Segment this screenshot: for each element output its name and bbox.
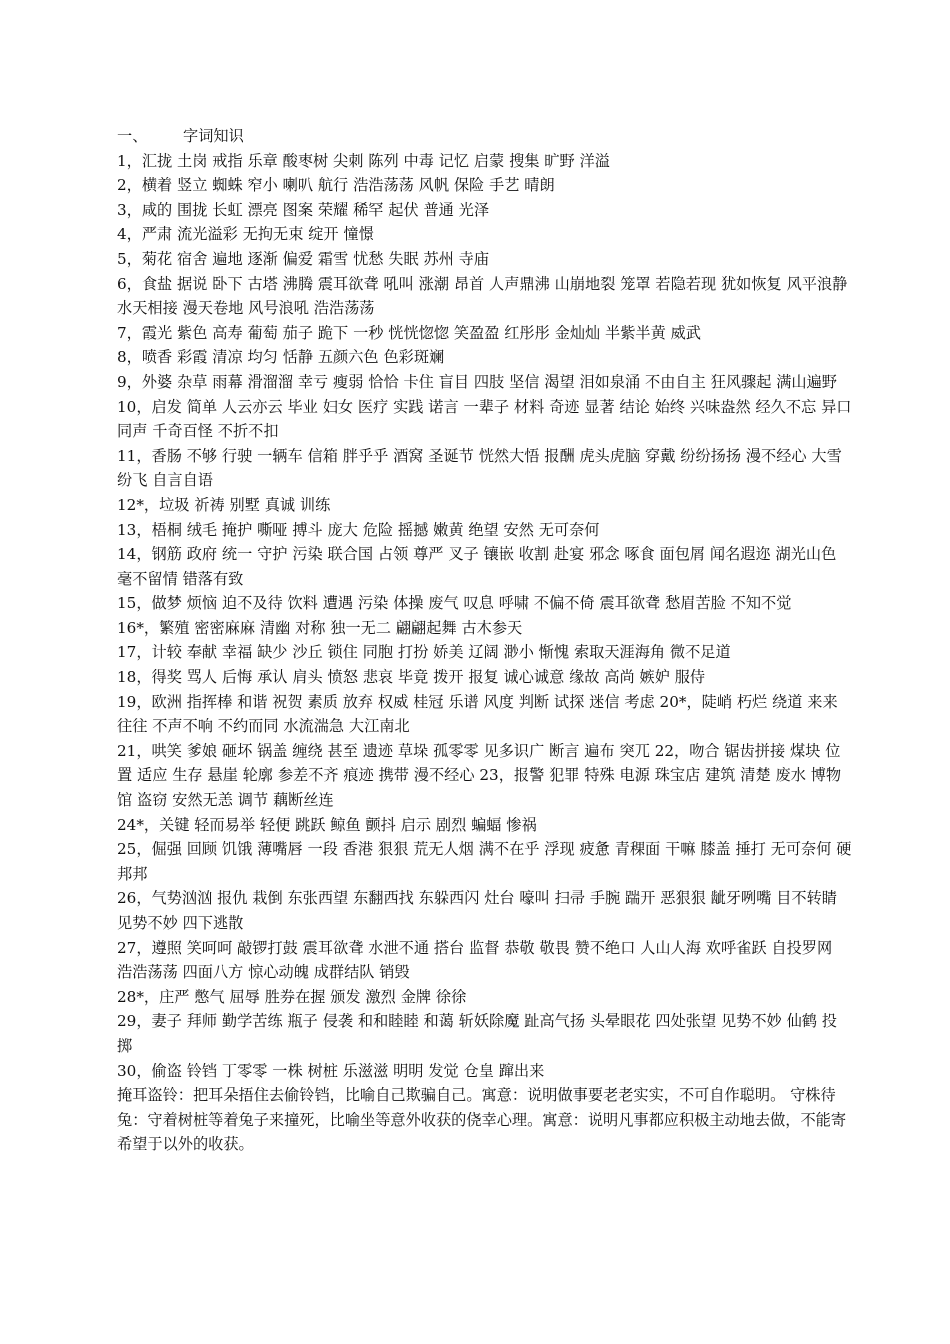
lesson-line-27: 27，遵照 笑呵呵 敲锣打鼓 震耳欲聋 水泄不通 搭台 监督 恭敬 敬畏 赞不绝口 人山人海 欢呼雀跃 自投罗网 浩浩荡荡 四面八方 惊心动魄 成群结队 销毁 (117, 938, 833, 982)
section-heading (117, 124, 852, 149)
lesson-line-11: 11，香肠 不够 行驶 一辆车 信箱 胖乎乎 酒窝 圣诞节 恍然大悟 报酬 虎头虎脑 穿戴 纷纷扬扬 漫不经心 大雪纷飞 自言自语 (117, 446, 842, 490)
lesson-line-21-23: 21，哄笑 爹娘 砸坏 锅盖 缠绕 甚至 遗迹 草垛 孤零零 见多识广 断言 遍布 突兀 22，吻合 锯齿拼接 煤块 位置 适应 生存 悬崖 轮廓 参差不齐 痕迹 携带 漫不经心 23，报警 犯罪 特殊 电源 珠宝店 建筑 清楚 废水 博物馆 盗窃 安然无恙 调节 藕断丝连 (117, 741, 842, 810)
lesson-line-24: 24*，关键 轻而易举 轻便 跳跃 鲸鱼 颤抖 启示 剧烈 蝙蝠 惨祸 (117, 815, 537, 834)
lesson-line-30: 30，偷盗 铃铛 丁零零 一株 树桩 乐滋滋 明明 发觉 仓皇 蹿出来 (117, 1061, 545, 1080)
lesson-line-17: 17，计较 奉献 幸福 缺少 沙丘 锁住 同胞 打扮 娇美 辽阔 渺小 惭愧 索取天涯海角 微不足道 (117, 643, 731, 662)
lesson-line-14: 14，钢筋 政府 统一 守护 污染 联合国 占领 尊严 叉子 镶嵌 收割 赴宴 邪念 啄食 面包屑 闻名遐迩 湖光山色 毫不留情 错落有致 (117, 545, 837, 588)
section-number: 一、 (117, 127, 148, 145)
lesson-line-29: 29，妻子 拜师 勤学苦练 瓶子 侵袭 和和睦睦 和蔼 斩妖除魔 趾高气扬 头晕眼花 四处张望 见势不妙 仙鹤 投掷 (117, 1012, 837, 1055)
lesson-line-6: 6，食盐 据说 卧下 古塔 沸腾 震耳欲聋 吼叫 涨潮 昂首 人声鼎沸 山崩地裂 笼罩 若隐若现 犹如恢复 风平浪静 水天相接 漫天卷地 风号浪吼 浩浩荡荡 (117, 274, 848, 318)
lesson-line-3: 3，咸的 围拢 长虹 漂亮 图案 荣耀 稀罕 起伏 普通 光泽 (117, 200, 490, 219)
lesson-line-10: 10，启发 简单 人云亦云 毕业 妇女 医疗 实践 诺言 一辈子 材料 奇迹 显著 结论 始终 兴味盎然 经久不忘 异口同声 千奇百怪 不折不扣 (117, 397, 852, 441)
lesson-line-7: 7，霞光 紫色 高寿 葡萄 茄子 跪下 一秒 恍恍惚惚 笑盈盈 红彤彤 金灿灿 半紫半黄 威武 (117, 323, 701, 342)
lesson-line-15: 15，做梦 烦恼 迫不及待 饮料 遭遇 污染 体操 废气 叹息 呼啸 不偏不倚 震耳欲聋 愁眉苦脸 不知不觉 (117, 594, 792, 613)
document-page (117, 124, 852, 1157)
lesson-line-18: 18，得奖 骂人 后悔 承认 肩头 愤怒 悲哀 毕竟 拨开 报复 诚心诚意 缘故 高尚 嫉妒 服侍 (117, 668, 706, 687)
lesson-line-4: 4，严肃 流光溢彩 无拘无束 绽开 憧憬 (117, 225, 374, 244)
lesson-line-26: 26，气势汹汹 报仇 栽倒 东张西望 东翻西找 东躲西闪 灶台 嚎叫 扫帚 手腕 踹开 恶狠狠 龇牙咧嘴 目不转睛 见势不妙 四下逃散 (117, 889, 837, 932)
lesson-line-12: 12*，垃圾 祈祷 别墅 真诚 训练 (117, 495, 331, 514)
lesson-line-2: 2，横着 竖立 蜘蛛 窄小 喇叭 航行 浩浩荡荡 风帆 保险 手艺 晴朗 (117, 176, 555, 195)
section-title: 字词知识 (183, 127, 244, 145)
lesson-line-8: 8，喷香 彩霞 清凉 均匀 恬静 五颜六色 色彩斑斓 (117, 348, 445, 367)
lesson-line-19-20: 19，欧洲 指挥棒 和谐 祝贺 素质 放弃 权威 桂冠 乐谱 风度 判断 试探 迷信 考虑 20*，陡峭 朽烂 绕道 来来往往 不声不响 不约而同 水流湍急 大江南北 (117, 692, 838, 736)
lesson-line-16: 16*，繁殖 密密麻麻 清幽 对称 独一无二 翩翩起舞 古木参天 (117, 618, 523, 637)
lesson-line-9: 9，外婆 杂草 雨幕 滑溜溜 幸亏 瘦弱 恰恰 卡住 盲目 四肢 坚信 渴望 泪如泉涌 不由自主 狂风骤起 满山遍野 (117, 372, 837, 391)
lesson-line-28: 28*，庄严 憋气 屈辱 胜券在握 颁发 激烈 金牌 徐徐 (117, 987, 467, 1006)
lesson-line-25: 25，倔强 回顾 饥饿 薄嘴唇 一段 香港 狠狠 荒无人烟 满不在乎 浮现 疲惫 青稞面 干嘛 膝盖 捶打 无可奈何 硬邦邦 (117, 840, 852, 883)
lesson-line-1: 1，汇拢 土岗 戒指 乐章 酸枣树 尖刺 陈列 中毒 记忆 启蒙 搜集 旷野 洋溢 (117, 151, 610, 170)
idiom-explanations: 掩耳盗铃：把耳朵捂住去偷铃铛，比喻自己欺骗自己。寓意：说明做事要老老实实，不可自作聪明。 守株待兔：守着树桩等着兔子来撞死，比喻坐等意外收获的侥幸心理。寓意：说明凡事都应积极主动地去做，不能寄希望于以外的收获。 (117, 1086, 846, 1154)
lesson-line-5: 5，菊花 宿舍 遍地 逐渐 偏爱 霜雪 忧愁 失眠 苏州 寺庙 (117, 249, 490, 268)
lesson-line-13: 13，梧桐 绒毛 掩护 嘶哑 搏斗 庞大 危险 摇撼 嫩黄 绝望 安然 无可奈何 (117, 520, 600, 539)
